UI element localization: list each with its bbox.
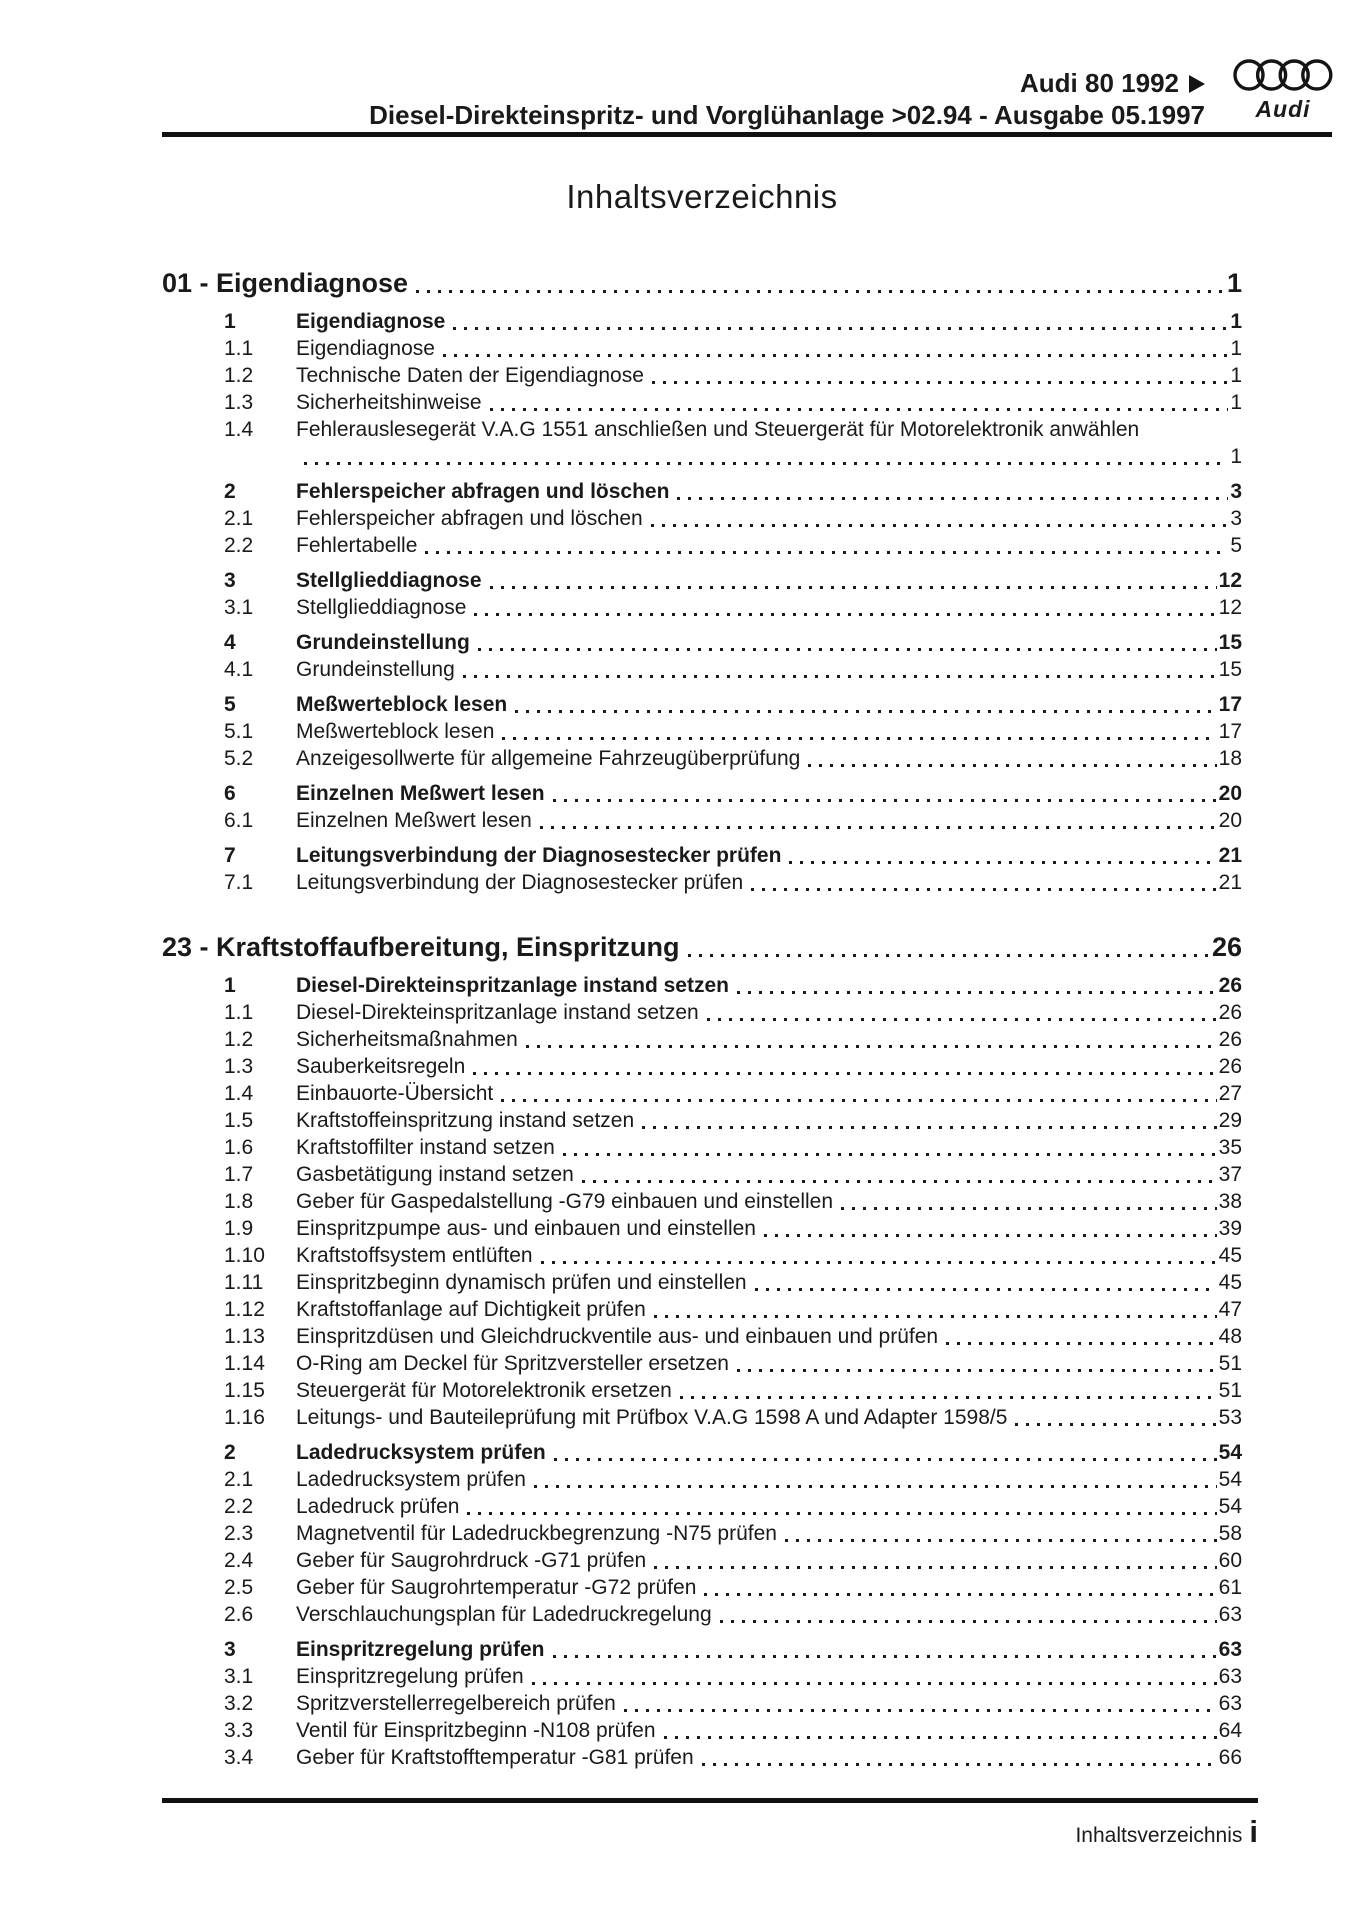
- entry-title: Diesel-Direkteinspritzanlage instand setzen: [296, 974, 729, 997]
- toc-entry: [162, 972, 1242, 999]
- entry-page-number: 64: [1218, 1719, 1242, 1742]
- toc-entry: [162, 308, 1242, 335]
- toc-entry: [162, 1663, 1242, 1690]
- entry-title: Sicherheitsmaßnahmen: [296, 1028, 518, 1051]
- entry-title: Leitungs- und Bauteileprüfung mit Prüfbox V.A.G 1598 A und Adapter 1598/5: [296, 1406, 1008, 1429]
- dot-leader: [785, 1539, 1217, 1542]
- toc-entry-continuation: [162, 443, 1242, 470]
- entry-page-number: 17: [1218, 720, 1242, 743]
- entry-number: 1.8: [224, 1190, 254, 1213]
- entry-page-number: 17: [1218, 693, 1242, 716]
- entry-number: 3.2: [224, 1692, 254, 1715]
- dot-leader: [304, 462, 1228, 465]
- entry-number: 2: [224, 480, 236, 503]
- entry-title: Stellglieddiagnose: [296, 569, 482, 592]
- entry-number: 1.1: [224, 337, 254, 360]
- toc-entry: [162, 691, 1242, 718]
- entry-page-number: 63: [1218, 1665, 1242, 1688]
- toc-entry: [162, 1493, 1242, 1520]
- toc-entry: [162, 1404, 1242, 1431]
- entry-page-number: 35: [1218, 1136, 1242, 1159]
- dot-leader: [720, 1620, 1217, 1623]
- dot-leader: [654, 1566, 1216, 1569]
- entry-page-number: 48: [1218, 1325, 1242, 1348]
- dot-leader: [425, 551, 1228, 554]
- entry-page-number: 39: [1218, 1217, 1242, 1240]
- dot-leader: [443, 354, 1228, 357]
- entry-page-number: 20: [1218, 782, 1242, 805]
- dot-leader: [651, 524, 1229, 527]
- entry-title: Ladedrucksystem prüfen: [296, 1441, 546, 1464]
- toc-section: [162, 268, 1242, 896]
- table-of-contents: [162, 268, 1242, 1771]
- entry-number: 7.1: [224, 871, 254, 894]
- entry-number: 1.13: [224, 1325, 265, 1348]
- toc-entry: [162, 362, 1242, 389]
- entry-title: Einspritzregelung prüfen: [296, 1665, 524, 1688]
- toc-entry: [162, 1107, 1242, 1134]
- entry-number: 2.5: [224, 1576, 254, 1599]
- header-line-2: Diesel-Direkteinspritz- und Vorglühanlage >02.94 - Ausgabe 05.1997: [369, 100, 1205, 130]
- entry-page-number: 15: [1218, 658, 1242, 681]
- entry-number: 3: [224, 1638, 236, 1661]
- toc-entry: [162, 1080, 1242, 1107]
- entry-number: 1.3: [224, 1055, 254, 1078]
- dot-leader: [946, 1342, 1217, 1345]
- toc-entry: [162, 1269, 1242, 1296]
- dot-leader: [416, 290, 1225, 293]
- toc-entry: [162, 1547, 1242, 1574]
- toc-section: [162, 932, 1242, 1771]
- entry-title: Leitungsverbindung der Diagnosestecker prüfen: [296, 844, 782, 867]
- dot-leader: [751, 888, 1217, 891]
- dot-leader: [490, 408, 1229, 411]
- toc-entry: [162, 807, 1242, 834]
- toc-entry: [162, 629, 1242, 656]
- entry-number: 1.7: [224, 1163, 254, 1186]
- entry-page-number: 3: [1230, 507, 1242, 530]
- footer-label: Inhaltsverzeichnis: [1075, 1824, 1243, 1847]
- entry-page-number: 60: [1218, 1549, 1242, 1572]
- dot-leader: [474, 613, 1216, 616]
- entry-page-number: 27: [1218, 1082, 1242, 1105]
- dot-leader: [554, 1458, 1217, 1461]
- entry-page-number: 45: [1218, 1271, 1242, 1294]
- entry-title: Ventil für Einspritzbeginn -N108 prüfen: [296, 1719, 656, 1742]
- entry-page-number: 54: [1218, 1441, 1242, 1464]
- entry-title: Grundeinstellung: [296, 631, 470, 654]
- section-page-number: 1: [1226, 268, 1242, 298]
- dot-leader: [707, 1018, 1217, 1021]
- entry-title: Einspritzdüsen und Gleichdruckventile aus- und einbauen und prüfen: [296, 1325, 939, 1348]
- audi-wordmark: Audi: [1255, 96, 1311, 122]
- entry-page-number: 20: [1218, 809, 1242, 832]
- entry-page-number: 29: [1218, 1109, 1242, 1132]
- dot-leader: [664, 1736, 1217, 1739]
- entry-number: 1.4: [224, 418, 254, 441]
- entry-number: 1.11: [224, 1271, 264, 1294]
- entry-number: 2.6: [224, 1603, 254, 1626]
- dot-leader: [642, 1126, 1216, 1129]
- entry-number: 3.3: [224, 1719, 254, 1742]
- entry-page-number: 1: [1230, 337, 1242, 360]
- toc-entry: [162, 532, 1242, 559]
- entry-title: Gasbetätigung instand setzen: [296, 1163, 574, 1186]
- entry-number: 1.3: [224, 391, 254, 414]
- entry-title: Einzelnen Meßwert lesen: [296, 809, 532, 832]
- entry-page-number: 53: [1218, 1406, 1242, 1429]
- entry-title: Meßwerteblock lesen: [296, 693, 508, 716]
- footer-rule: [162, 1798, 1258, 1803]
- entry-number: 3.4: [224, 1746, 254, 1769]
- entry-number: 2.1: [224, 1468, 254, 1491]
- right-arrowhead-icon: [1189, 75, 1205, 93]
- entry-page-number: 12: [1218, 596, 1242, 619]
- entry-page-number: 1: [1230, 445, 1242, 468]
- dot-leader: [534, 1485, 1217, 1488]
- entry-title: Eigendiagnose: [296, 337, 435, 360]
- entry-title: Geber für Kraftstofftemperatur -G81 prüfen: [296, 1746, 694, 1769]
- header-model-text: Audi 80 1992: [1020, 68, 1179, 98]
- entry-title: Verschlauchungsplan für Ladedruckregelung: [296, 1603, 712, 1626]
- entry-page-number: 54: [1218, 1468, 1242, 1491]
- footer-page-number: i: [1249, 1814, 1258, 1849]
- entry-number: 2.2: [224, 534, 254, 557]
- header-line-1: [1020, 68, 1205, 99]
- toc-entry: [162, 999, 1242, 1026]
- dot-leader: [490, 586, 1217, 589]
- section-heading-label: 23 - Kraftstoffaufbereitung, Einspritzung: [162, 932, 680, 962]
- entry-page-number: 5: [1230, 534, 1242, 557]
- entry-title: Einspritzregelung prüfen: [296, 1638, 545, 1661]
- toc-entry: [162, 1026, 1242, 1053]
- toc-entry: [162, 745, 1242, 772]
- toc-entry: [162, 718, 1242, 745]
- dot-leader: [624, 1709, 1217, 1712]
- toc-entry: [162, 1053, 1242, 1080]
- toc-entry: [162, 1296, 1242, 1323]
- dot-leader: [652, 381, 1228, 384]
- dot-leader: [1015, 1423, 1216, 1426]
- audi-logo: [1233, 57, 1333, 123]
- entry-number: 7: [224, 844, 236, 867]
- dot-leader: [704, 1593, 1216, 1596]
- entry-number: 3.1: [224, 1665, 254, 1688]
- toc-entry: [162, 1377, 1242, 1404]
- entry-title: Eigendiagnose: [296, 310, 446, 333]
- entry-page-number: 21: [1218, 844, 1242, 867]
- toc-entry: [162, 1323, 1242, 1350]
- entry-page-number: 21: [1218, 871, 1242, 894]
- entry-page-number: 63: [1218, 1692, 1242, 1715]
- toc-entry: [162, 1574, 1242, 1601]
- toc-entry: [162, 1350, 1242, 1377]
- entry-number: 2.4: [224, 1549, 254, 1572]
- entry-page-number: 66: [1218, 1746, 1242, 1769]
- entry-number: 2.2: [224, 1495, 254, 1518]
- dot-leader: [478, 648, 1217, 651]
- dot-leader: [808, 764, 1216, 767]
- entry-title: Fehlerauslesegerät V.A.G 1551 anschließen und Steuergerät für Motorelektronik anwählen: [296, 418, 1140, 441]
- toc-entry: [162, 1439, 1242, 1466]
- toc-entry: [162, 1134, 1242, 1161]
- entry-page-number: 58: [1218, 1522, 1242, 1545]
- entry-number: 1.12: [224, 1298, 265, 1321]
- entry-number: 2.1: [224, 507, 254, 530]
- entry-number: 6.1: [224, 809, 254, 832]
- entry-title: Kraftstoffeinspritzung instand setzen: [296, 1109, 635, 1132]
- entry-title: Leitungsverbindung der Diagnosestecker prüfen: [296, 871, 744, 894]
- entry-title: Fehlerspeicher abfragen und löschen: [296, 480, 670, 503]
- entry-title: Magnetventil für Ladedruckbegrenzung -N75 prüfen: [296, 1522, 777, 1545]
- entry-number: 1: [224, 974, 236, 997]
- dot-leader: [515, 710, 1216, 713]
- entry-page-number: 12: [1218, 569, 1242, 592]
- page-footer: [1075, 1814, 1258, 1854]
- entry-page-number: 51: [1218, 1379, 1242, 1402]
- entry-number: 1: [224, 310, 236, 333]
- entry-title: Geber für Saugrohrtemperatur -G72 prüfen: [296, 1576, 697, 1599]
- entry-title: Sicherheitshinweise: [296, 391, 482, 414]
- toc-entry: [162, 1601, 1242, 1628]
- entry-title: Stellglieddiagnose: [296, 596, 467, 619]
- dot-leader: [789, 861, 1216, 864]
- entry-number: 1.6: [224, 1136, 254, 1159]
- toc-entry: [162, 1717, 1242, 1744]
- entry-number: 5.2: [224, 747, 254, 770]
- dot-leader: [532, 1682, 1217, 1685]
- entry-title: Ladedruck prüfen: [296, 1495, 460, 1518]
- dot-leader: [702, 1763, 1217, 1766]
- header-rule: [162, 132, 1332, 137]
- entry-page-number: 1: [1230, 310, 1242, 333]
- entry-number: 2.3: [224, 1522, 254, 1545]
- entry-number: 4.1: [224, 658, 254, 681]
- entry-title: Geber für Gaspedalstellung -G79 einbauen und einstellen: [296, 1190, 834, 1213]
- entry-page-number: 47: [1218, 1298, 1242, 1321]
- entry-title: Fehlertabelle: [296, 534, 418, 557]
- entry-page-number: 51: [1218, 1352, 1242, 1375]
- entry-number: 6: [224, 782, 236, 805]
- dot-leader: [501, 1099, 1216, 1102]
- entry-page-number: 63: [1218, 1638, 1242, 1661]
- toc-entry: [162, 505, 1242, 532]
- entry-page-number: 26: [1218, 1001, 1242, 1024]
- dot-leader: [541, 1261, 1217, 1264]
- entry-title: Ladedrucksystem prüfen: [296, 1468, 526, 1491]
- entry-number: 1.4: [224, 1082, 254, 1105]
- dot-leader: [540, 826, 1217, 829]
- toc-entry: [162, 1636, 1242, 1663]
- entry-number: 1.10: [224, 1244, 265, 1267]
- toc-entry: [162, 1466, 1242, 1493]
- dot-leader: [553, 1655, 1217, 1658]
- toc-entry: [162, 1242, 1242, 1269]
- entry-title: Anzeigesollwerte für allgemeine Fahrzeugüberprüfung: [296, 747, 801, 770]
- entry-page-number: 26: [1218, 974, 1242, 997]
- entry-number: 1.9: [224, 1217, 254, 1240]
- dot-leader: [764, 1234, 1217, 1237]
- toc-entry: [162, 656, 1242, 683]
- section-heading: [162, 932, 1242, 963]
- dot-leader: [526, 1045, 1217, 1048]
- dot-leader: [688, 954, 1210, 957]
- toc-entry: [162, 1690, 1242, 1717]
- section-heading: [162, 268, 1242, 299]
- entry-page-number: 26: [1218, 1028, 1242, 1051]
- entry-page-number: 26: [1218, 1055, 1242, 1078]
- entry-page-number: 54: [1218, 1495, 1242, 1518]
- entry-number: 1.15: [224, 1379, 265, 1402]
- dot-leader: [553, 799, 1217, 802]
- entry-number: 1.1: [224, 1001, 254, 1024]
- dot-leader: [737, 1369, 1217, 1372]
- entry-page-number: 38: [1218, 1190, 1242, 1213]
- entry-title: Spritzverstellerregelbereich prüfen: [296, 1692, 616, 1715]
- entry-page-number: 63: [1218, 1603, 1242, 1626]
- entry-title: Diesel-Direkteinspritzanlage instand setzen: [296, 1001, 699, 1024]
- toc-entry: [162, 780, 1242, 807]
- dot-leader: [680, 1396, 1217, 1399]
- dot-leader: [755, 1288, 1217, 1291]
- entry-title: O-Ring am Deckel für Spritzversteller ersetzen: [296, 1352, 729, 1375]
- entry-title: Einbauorte-Übersicht: [296, 1082, 494, 1105]
- toc-entry: [162, 567, 1242, 594]
- entry-page-number: 15: [1218, 631, 1242, 654]
- entry-page-number: 61: [1218, 1576, 1242, 1599]
- toc-entry: [162, 478, 1242, 505]
- entry-page-number: 45: [1218, 1244, 1242, 1267]
- entry-title: Einspritzpumpe aus- und einbauen und einstellen: [296, 1217, 756, 1240]
- entry-number: 1.14: [224, 1352, 265, 1375]
- dot-leader: [502, 737, 1216, 740]
- toc-entry: [162, 1215, 1242, 1242]
- dot-leader: [563, 1153, 1217, 1156]
- entry-title: Kraftstoffanlage auf Dichtigkeit prüfen: [296, 1298, 646, 1321]
- dot-leader: [467, 1512, 1216, 1515]
- toc-entry: [162, 842, 1242, 869]
- audi-rings-icon: [1233, 57, 1333, 94]
- entry-title: Grundeinstellung: [296, 658, 455, 681]
- entry-title: Kraftstoffsystem entlüften: [296, 1244, 533, 1267]
- entry-number: 1.16: [224, 1406, 265, 1429]
- entry-number: 1.2: [224, 364, 254, 387]
- dot-leader: [841, 1207, 1217, 1210]
- page-title: Inhaltsverzeichnis: [566, 178, 838, 215]
- toc-entry: [162, 869, 1242, 896]
- entry-number: 1.5: [224, 1109, 254, 1132]
- entry-title: Einzelnen Meßwert lesen: [296, 782, 545, 805]
- entry-title: Technische Daten der Eigendiagnose: [296, 364, 644, 387]
- dot-leader: [654, 1315, 1217, 1318]
- dot-leader: [677, 497, 1228, 500]
- entry-page-number: 18: [1218, 747, 1242, 770]
- entry-page-number: 1: [1230, 391, 1242, 414]
- entry-page-number: 3: [1230, 480, 1242, 503]
- toc-entry: [162, 389, 1242, 416]
- section-heading-label: 01 - Eigendiagnose: [162, 268, 409, 298]
- toc-entry: [162, 1520, 1242, 1547]
- entry-number: 5.1: [224, 720, 254, 743]
- toc-entry: [162, 335, 1242, 362]
- dot-leader: [737, 991, 1217, 994]
- entry-number: 1.2: [224, 1028, 254, 1051]
- entry-number: 3: [224, 569, 236, 592]
- entry-page-number: 1: [1230, 364, 1242, 387]
- toc-entry: [162, 1161, 1242, 1188]
- toc-entry: [162, 416, 1242, 443]
- toc-entry: [162, 594, 1242, 621]
- section-page-number: 26: [1211, 932, 1242, 962]
- entry-number: 2: [224, 1441, 236, 1464]
- entry-title: Steuergerät für Motorelektronik ersetzen: [296, 1379, 672, 1402]
- toc-entry: [162, 1188, 1242, 1215]
- entry-title: Meßwerteblock lesen: [296, 720, 495, 743]
- entry-title: Sauberkeitsregeln: [296, 1055, 466, 1078]
- entry-number: 4: [224, 631, 236, 654]
- dot-leader: [453, 327, 1228, 330]
- entry-title: Fehlerspeicher abfragen und löschen: [296, 507, 643, 530]
- entry-number: 5: [224, 693, 236, 716]
- entry-number: 3.1: [224, 596, 254, 619]
- dot-leader: [582, 1180, 1217, 1183]
- entry-title: Einspritzbeginn dynamisch prüfen und einstellen: [296, 1271, 747, 1294]
- dot-leader: [473, 1072, 1216, 1075]
- toc-entry: [162, 1744, 1242, 1771]
- dot-leader: [463, 675, 1217, 678]
- entry-title: Kraftstoffilter instand setzen: [296, 1136, 555, 1159]
- entry-page-number: 37: [1218, 1163, 1242, 1186]
- entry-title: Geber für Saugrohrdruck -G71 prüfen: [296, 1549, 647, 1572]
